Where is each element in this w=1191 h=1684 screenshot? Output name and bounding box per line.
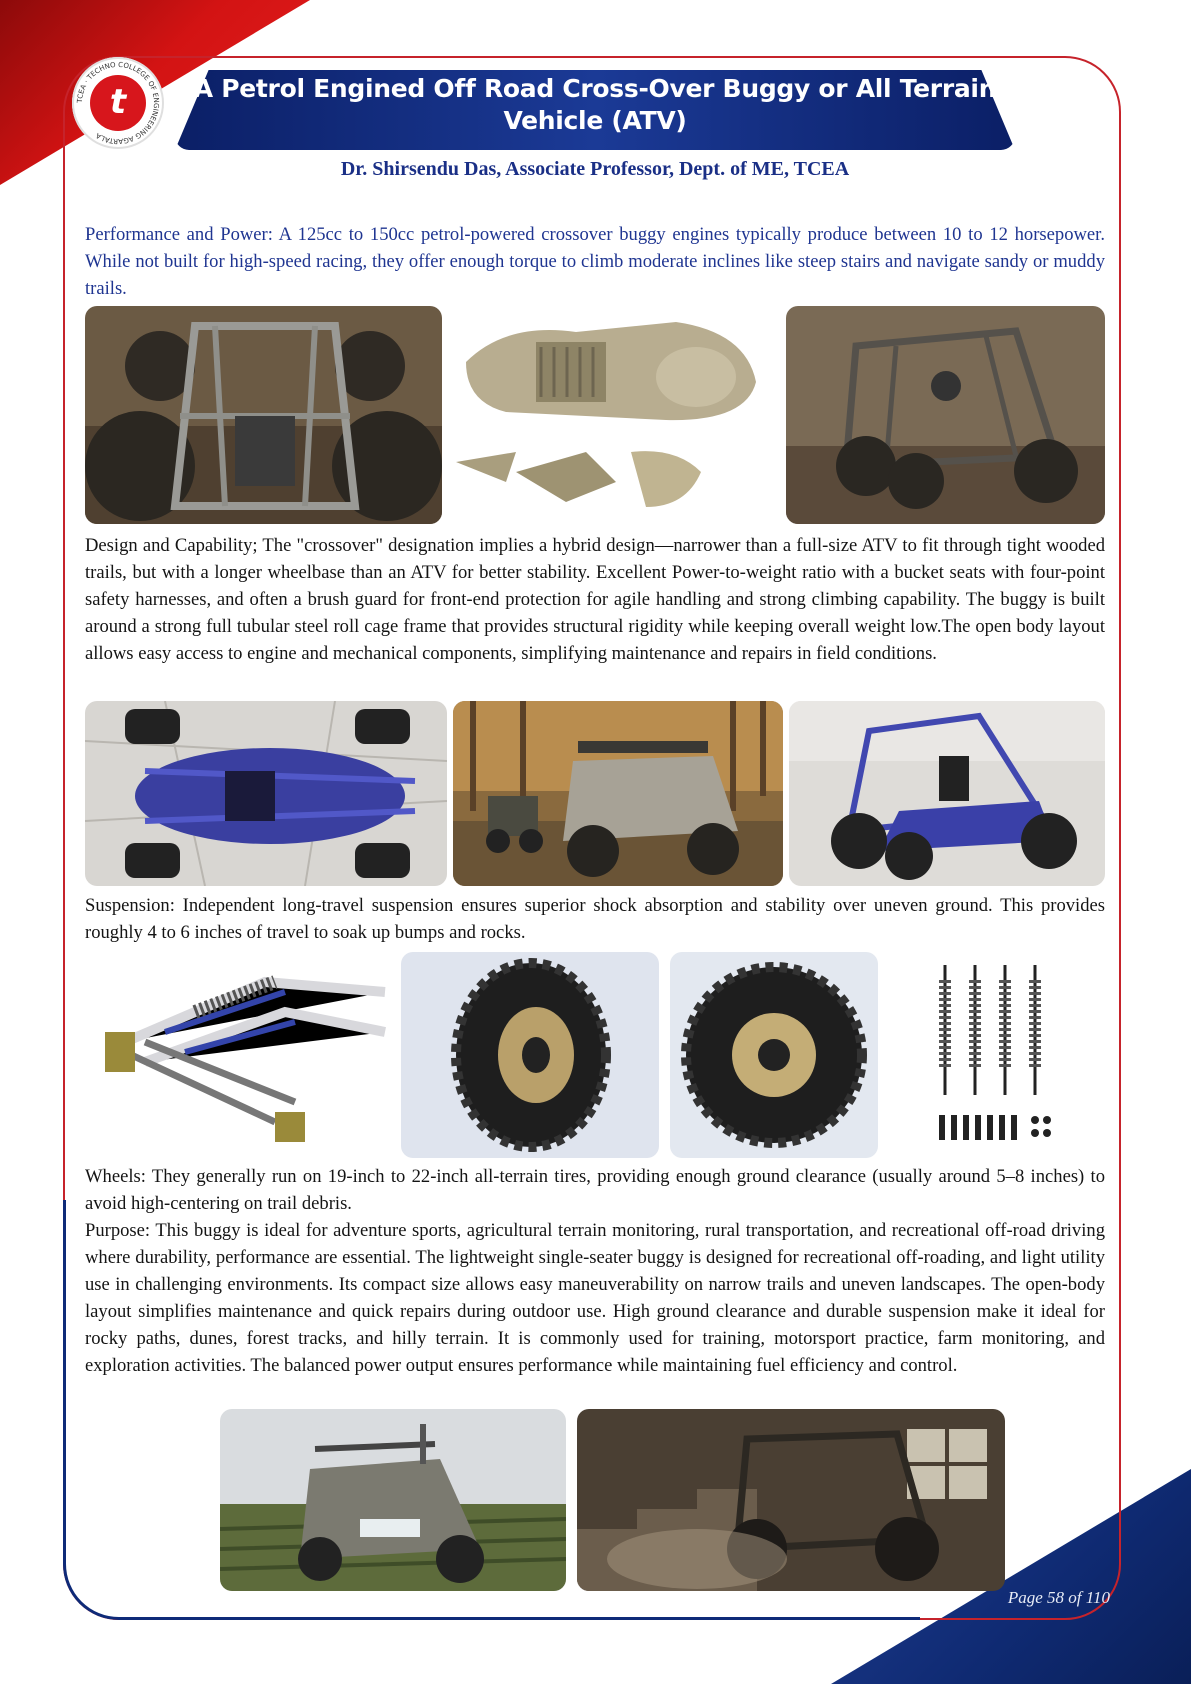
- photo-suspension-arm: [85, 952, 390, 1152]
- page-title-line1: A Petrol Engined Off Road Cross-Over Buggy or All Terrain: [193, 74, 997, 103]
- paragraph-purpose: Purpose: This buggy is ideal for adventure sports, agricultural terrain monitoring, rural transportation, and recreational off-road driving where durability, performance are essential. The lightweight single-seater buggy is designed for recreational off-roading, and light utility use in challenging environments. Its compact size allows easy maneuverability on narrow trails and uneven landscapes. The open-body layout simplifies maintenance and quick repairs during outdoor use. High ground clearance and durable suspension make it ideal for rocky paths, dunes, forest tracks, and hilly terrain. It is commonly used for training, motorsport practice, farm monitoring, and exploration activities. The balanced power output ensures performance while maintaining fuel efficiency and control.: [85, 1220, 1105, 1376]
- paragraph-design: Design and Capability; The "crossover" designation implies a hybrid design—narrower than a full-size ATV to fit through tight wooded trails, but with a longer wheelbase than an ATV for better stability. Excellent Power-to-weight ratio with a bucket seats with four-point safety harnesses, and often a brush guard for front-end protection for agile handling and strong climbing capability. The buggy is built around a strong full tubular steel roll cage frame that provides structural rigidity while keeping overall weight low.The open body layout allows easy access to engine and mechanical components, simplifying maintenance and repairs in field conditions.: [85, 535, 1105, 664]
- paragraph-wheels: Wheels: They generally run on 19-inch to 22-inch all-terrain tires, providing enough ground clearance (usually around 5–8 inches) to avoid high-centering on trail debris.: [85, 1166, 1105, 1214]
- photo-buggy-top-view: [85, 701, 447, 886]
- page-title: [175, 73, 1015, 137]
- paragraph-performance: Performance and Power: A 125cc to 150cc petrol-powered crossover buggy engines typically produce between 10 to 12 horsepower. While not built for high-speed racing, they offer enough torque to climb moderate inclines like steep stairs and navigate sandy or muddy trails.: [85, 224, 1105, 299]
- college-logo: [72, 57, 164, 149]
- photo-buggy-front-view: [85, 306, 442, 524]
- logo-ring-text: TCEA · TECHNO COLLEGE OF ENGINEERING AGARTALA: [75, 60, 161, 146]
- page-frame-bottom-line: [160, 1617, 920, 1620]
- photo-buggy-side-view: [789, 701, 1105, 886]
- logo-emblem: t: [90, 75, 146, 131]
- page-number: Page 58 of 110: [1007, 1588, 1110, 1607]
- page-title-line2: Vehicle (ATV): [503, 106, 687, 135]
- photo-buggy-farm-field: [220, 1409, 566, 1591]
- photo-engine-parts: [446, 302, 784, 524]
- photo-shock-absorbers: [935, 955, 1060, 1145]
- photo-tire-front: [670, 952, 878, 1158]
- photo-tire-angled: [401, 952, 659, 1158]
- photo-utv-forest: [453, 701, 783, 886]
- author-line: Dr. Shirsendu Das, Associate Professor, Dept. of ME, TCEA: [340, 158, 850, 180]
- paragraph-suspension: Suspension: Independent long-travel suspension ensures superior shock absorption and stability over uneven ground. This provides roughly 4 to 6 inches of travel to soak up bumps and rocks.: [85, 895, 1105, 943]
- photo-buggy-climbing-rocks: [786, 306, 1105, 524]
- photo-buggy-climbing-stairs: [577, 1409, 1005, 1591]
